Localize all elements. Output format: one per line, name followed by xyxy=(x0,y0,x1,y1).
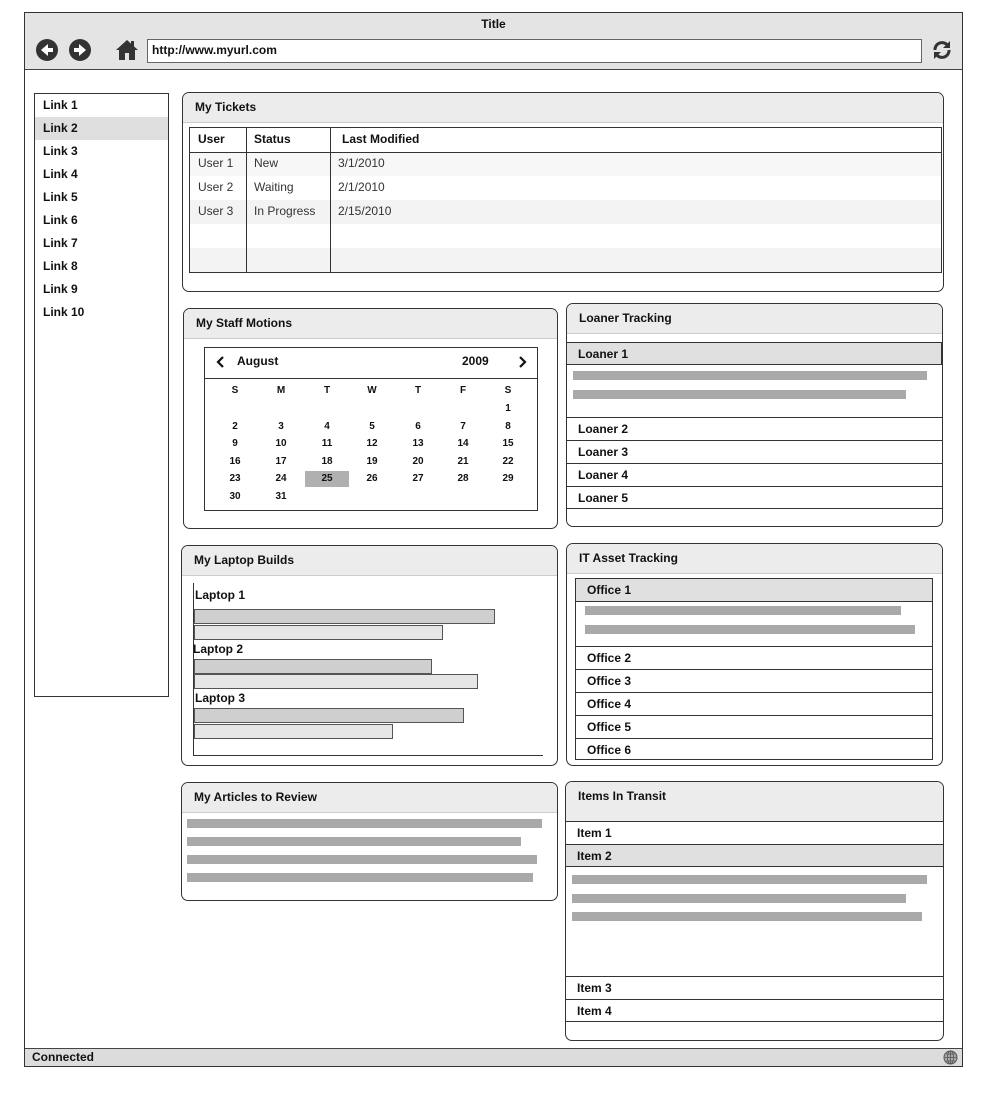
sidebar-link-3[interactable]: Link 3 xyxy=(43,144,78,158)
text-placeholder xyxy=(585,606,901,615)
articles-panel xyxy=(181,782,558,901)
sidebar xyxy=(34,93,169,697)
loaner-item-4[interactable]: Loaner 4 xyxy=(567,463,942,486)
sidebar-link-6[interactable]: Link 6 xyxy=(43,213,78,227)
staff-motions-panel xyxy=(183,308,558,529)
text-placeholder xyxy=(572,912,922,921)
calendar-dow: S xyxy=(504,385,512,396)
calendar-day[interactable]: 23 xyxy=(229,473,241,485)
calendar-day[interactable]: 7 xyxy=(460,420,466,432)
text-placeholder xyxy=(573,371,927,380)
office-list xyxy=(575,578,933,760)
calendar-year: 2009 xyxy=(462,354,489,368)
transit-title: Items In Transit xyxy=(566,782,943,822)
calendar-day[interactable]: 21 xyxy=(457,455,469,467)
calendar-day[interactable]: 19 xyxy=(366,455,378,467)
text-placeholder xyxy=(187,819,542,828)
sidebar-link-2[interactable]: Link 2 xyxy=(35,117,168,140)
calendar-day[interactable]: 10 xyxy=(275,438,287,450)
calendar-dow: F xyxy=(459,385,467,396)
calendar-day[interactable]: 9 xyxy=(232,438,238,450)
laptop-chart xyxy=(193,583,543,756)
office-item-6[interactable]: Office 6 xyxy=(576,738,932,761)
office-item-1[interactable]: Office 1 xyxy=(576,579,932,602)
transit-item-2[interactable]: Item 2 xyxy=(566,844,943,867)
column-header-user[interactable]: User xyxy=(198,132,225,146)
tickets-title: My Tickets xyxy=(183,93,943,123)
transit-item-4[interactable]: Item 4 xyxy=(566,999,943,1022)
sidebar-link-8[interactable]: Link 8 xyxy=(43,259,78,273)
calendar-day[interactable]: 17 xyxy=(275,455,287,467)
laptop-bar xyxy=(194,609,495,624)
calendar-day[interactable]: 5 xyxy=(369,420,375,432)
office-item-2[interactable]: Office 2 xyxy=(576,646,932,669)
calendar-day[interactable]: 25 xyxy=(305,471,349,487)
office-item-5[interactable]: Office 5 xyxy=(576,715,932,738)
office-item-4[interactable]: Office 4 xyxy=(576,692,932,715)
staff-motions-title: My Staff Motions xyxy=(184,309,557,339)
calendar-day[interactable]: 8 xyxy=(505,420,511,432)
text-placeholder xyxy=(187,837,521,846)
laptop-bar xyxy=(194,674,478,689)
ticket-cell[interactable]: User 3 xyxy=(198,204,234,218)
prev-month-icon[interactable] xyxy=(215,356,227,368)
office-item-3[interactable]: Office 3 xyxy=(576,669,932,692)
back-icon[interactable] xyxy=(36,39,58,61)
loaner-panel xyxy=(566,303,943,527)
globe-icon xyxy=(943,1050,958,1065)
loaner-item-1[interactable]: Loaner 1 xyxy=(567,342,942,365)
text-placeholder xyxy=(572,894,906,903)
articles-title: My Articles to Review xyxy=(182,783,557,813)
column-header-last-modified[interactable]: Last Modified xyxy=(342,132,420,146)
tickets-panel xyxy=(182,92,944,292)
loaner-item-2[interactable]: Loaner 2 xyxy=(567,417,942,440)
calendar-dow: T xyxy=(323,385,331,396)
ticket-cell[interactable]: 2/1/2010 xyxy=(338,180,385,194)
ticket-cell[interactable]: 3/1/2010 xyxy=(338,156,385,170)
calendar-day[interactable]: 22 xyxy=(502,455,514,467)
calendar-day[interactable]: 2 xyxy=(232,420,238,432)
loaner-list xyxy=(567,342,942,512)
calendar-day[interactable]: 11 xyxy=(321,438,333,450)
sidebar-link-7[interactable]: Link 7 xyxy=(43,236,78,250)
loaner-item-5[interactable]: Loaner 5 xyxy=(567,486,942,509)
sidebar-link-5[interactable]: Link 5 xyxy=(43,190,78,204)
laptop-label: Laptop 1 xyxy=(195,588,245,602)
calendar-day[interactable]: 14 xyxy=(457,438,469,450)
sidebar-link-9[interactable]: Link 9 xyxy=(43,282,78,296)
ticket-cell[interactable]: Waiting xyxy=(254,180,294,194)
calendar-day[interactable]: 27 xyxy=(412,473,424,485)
calendar-day[interactable]: 1 xyxy=(505,403,511,414)
laptop-label: Laptop 2 xyxy=(193,642,243,656)
calendar-day[interactable]: 29 xyxy=(502,473,514,485)
calendar-dow: W xyxy=(367,385,377,396)
transit-item-3[interactable]: Item 3 xyxy=(566,976,943,999)
calendar-day[interactable]: 6 xyxy=(415,420,421,432)
laptop-bar xyxy=(194,625,443,640)
calendar-day[interactable]: 13 xyxy=(412,438,424,450)
next-month-icon[interactable] xyxy=(516,356,528,368)
calendar-day[interactable]: 4 xyxy=(324,420,330,432)
calendar-dow: S xyxy=(231,385,239,396)
laptop-builds-title: My Laptop Builds xyxy=(182,546,557,576)
calendar xyxy=(204,347,538,511)
calendar-day[interactable]: 26 xyxy=(366,473,378,485)
calendar-dow: T xyxy=(414,385,422,396)
calendar-day[interactable]: 24 xyxy=(275,473,287,485)
calendar-day[interactable]: 12 xyxy=(366,438,378,450)
status-bar xyxy=(25,1048,962,1066)
text-placeholder xyxy=(187,873,533,882)
home-icon[interactable] xyxy=(115,38,139,62)
text-placeholder xyxy=(572,875,927,884)
calendar-day[interactable]: 30 xyxy=(229,491,241,502)
forward-icon[interactable] xyxy=(69,39,91,61)
laptop-bar xyxy=(194,659,432,674)
calendar-day[interactable]: 20 xyxy=(412,455,424,467)
laptop-bar xyxy=(194,724,393,739)
window-title: Title xyxy=(481,17,506,31)
loaner-title: Loaner Tracking xyxy=(567,304,942,334)
calendar-day[interactable]: 16 xyxy=(229,455,241,467)
calendar-day[interactable]: 18 xyxy=(321,455,333,467)
ticket-cell[interactable]: User 2 xyxy=(198,180,234,194)
calendar-day[interactable]: 15 xyxy=(502,438,514,450)
it-asset-panel xyxy=(566,543,943,766)
calendar-day[interactable]: 3 xyxy=(278,420,284,432)
ticket-cell[interactable]: In Progress xyxy=(254,204,316,218)
calendar-dow: M xyxy=(276,385,286,396)
column-header-status[interactable]: Status xyxy=(254,132,291,146)
sidebar-link-10[interactable]: Link 10 xyxy=(43,305,85,319)
ticket-cell[interactable]: New xyxy=(254,156,279,170)
laptop-builds-panel xyxy=(181,545,558,766)
loaner-item-3[interactable]: Loaner 3 xyxy=(567,440,942,463)
transit-panel xyxy=(565,781,944,1041)
ticket-cell[interactable]: User 1 xyxy=(198,156,234,170)
calendar-month: August xyxy=(237,354,279,368)
sidebar-link-1[interactable]: Link 1 xyxy=(43,98,78,112)
status-text: Connected xyxy=(32,1050,95,1064)
url-input[interactable]: http://www.myurl.com xyxy=(147,39,922,63)
calendar-day[interactable]: 28 xyxy=(457,473,469,485)
ticket-cell[interactable]: 2/15/2010 xyxy=(338,204,392,218)
laptop-label: Laptop 3 xyxy=(195,691,245,705)
text-placeholder xyxy=(187,855,537,864)
calendar-day[interactable]: 31 xyxy=(275,491,287,502)
transit-item-1[interactable]: Item 1 xyxy=(566,821,943,844)
tickets-table xyxy=(189,127,942,273)
sidebar-link-4[interactable]: Link 4 xyxy=(43,167,78,181)
text-placeholder xyxy=(573,390,906,399)
refresh-icon[interactable] xyxy=(930,38,954,62)
laptop-bar xyxy=(194,708,464,723)
title-bar xyxy=(25,13,962,70)
it-asset-title: IT Asset Tracking xyxy=(567,544,942,574)
text-placeholder xyxy=(585,625,915,634)
